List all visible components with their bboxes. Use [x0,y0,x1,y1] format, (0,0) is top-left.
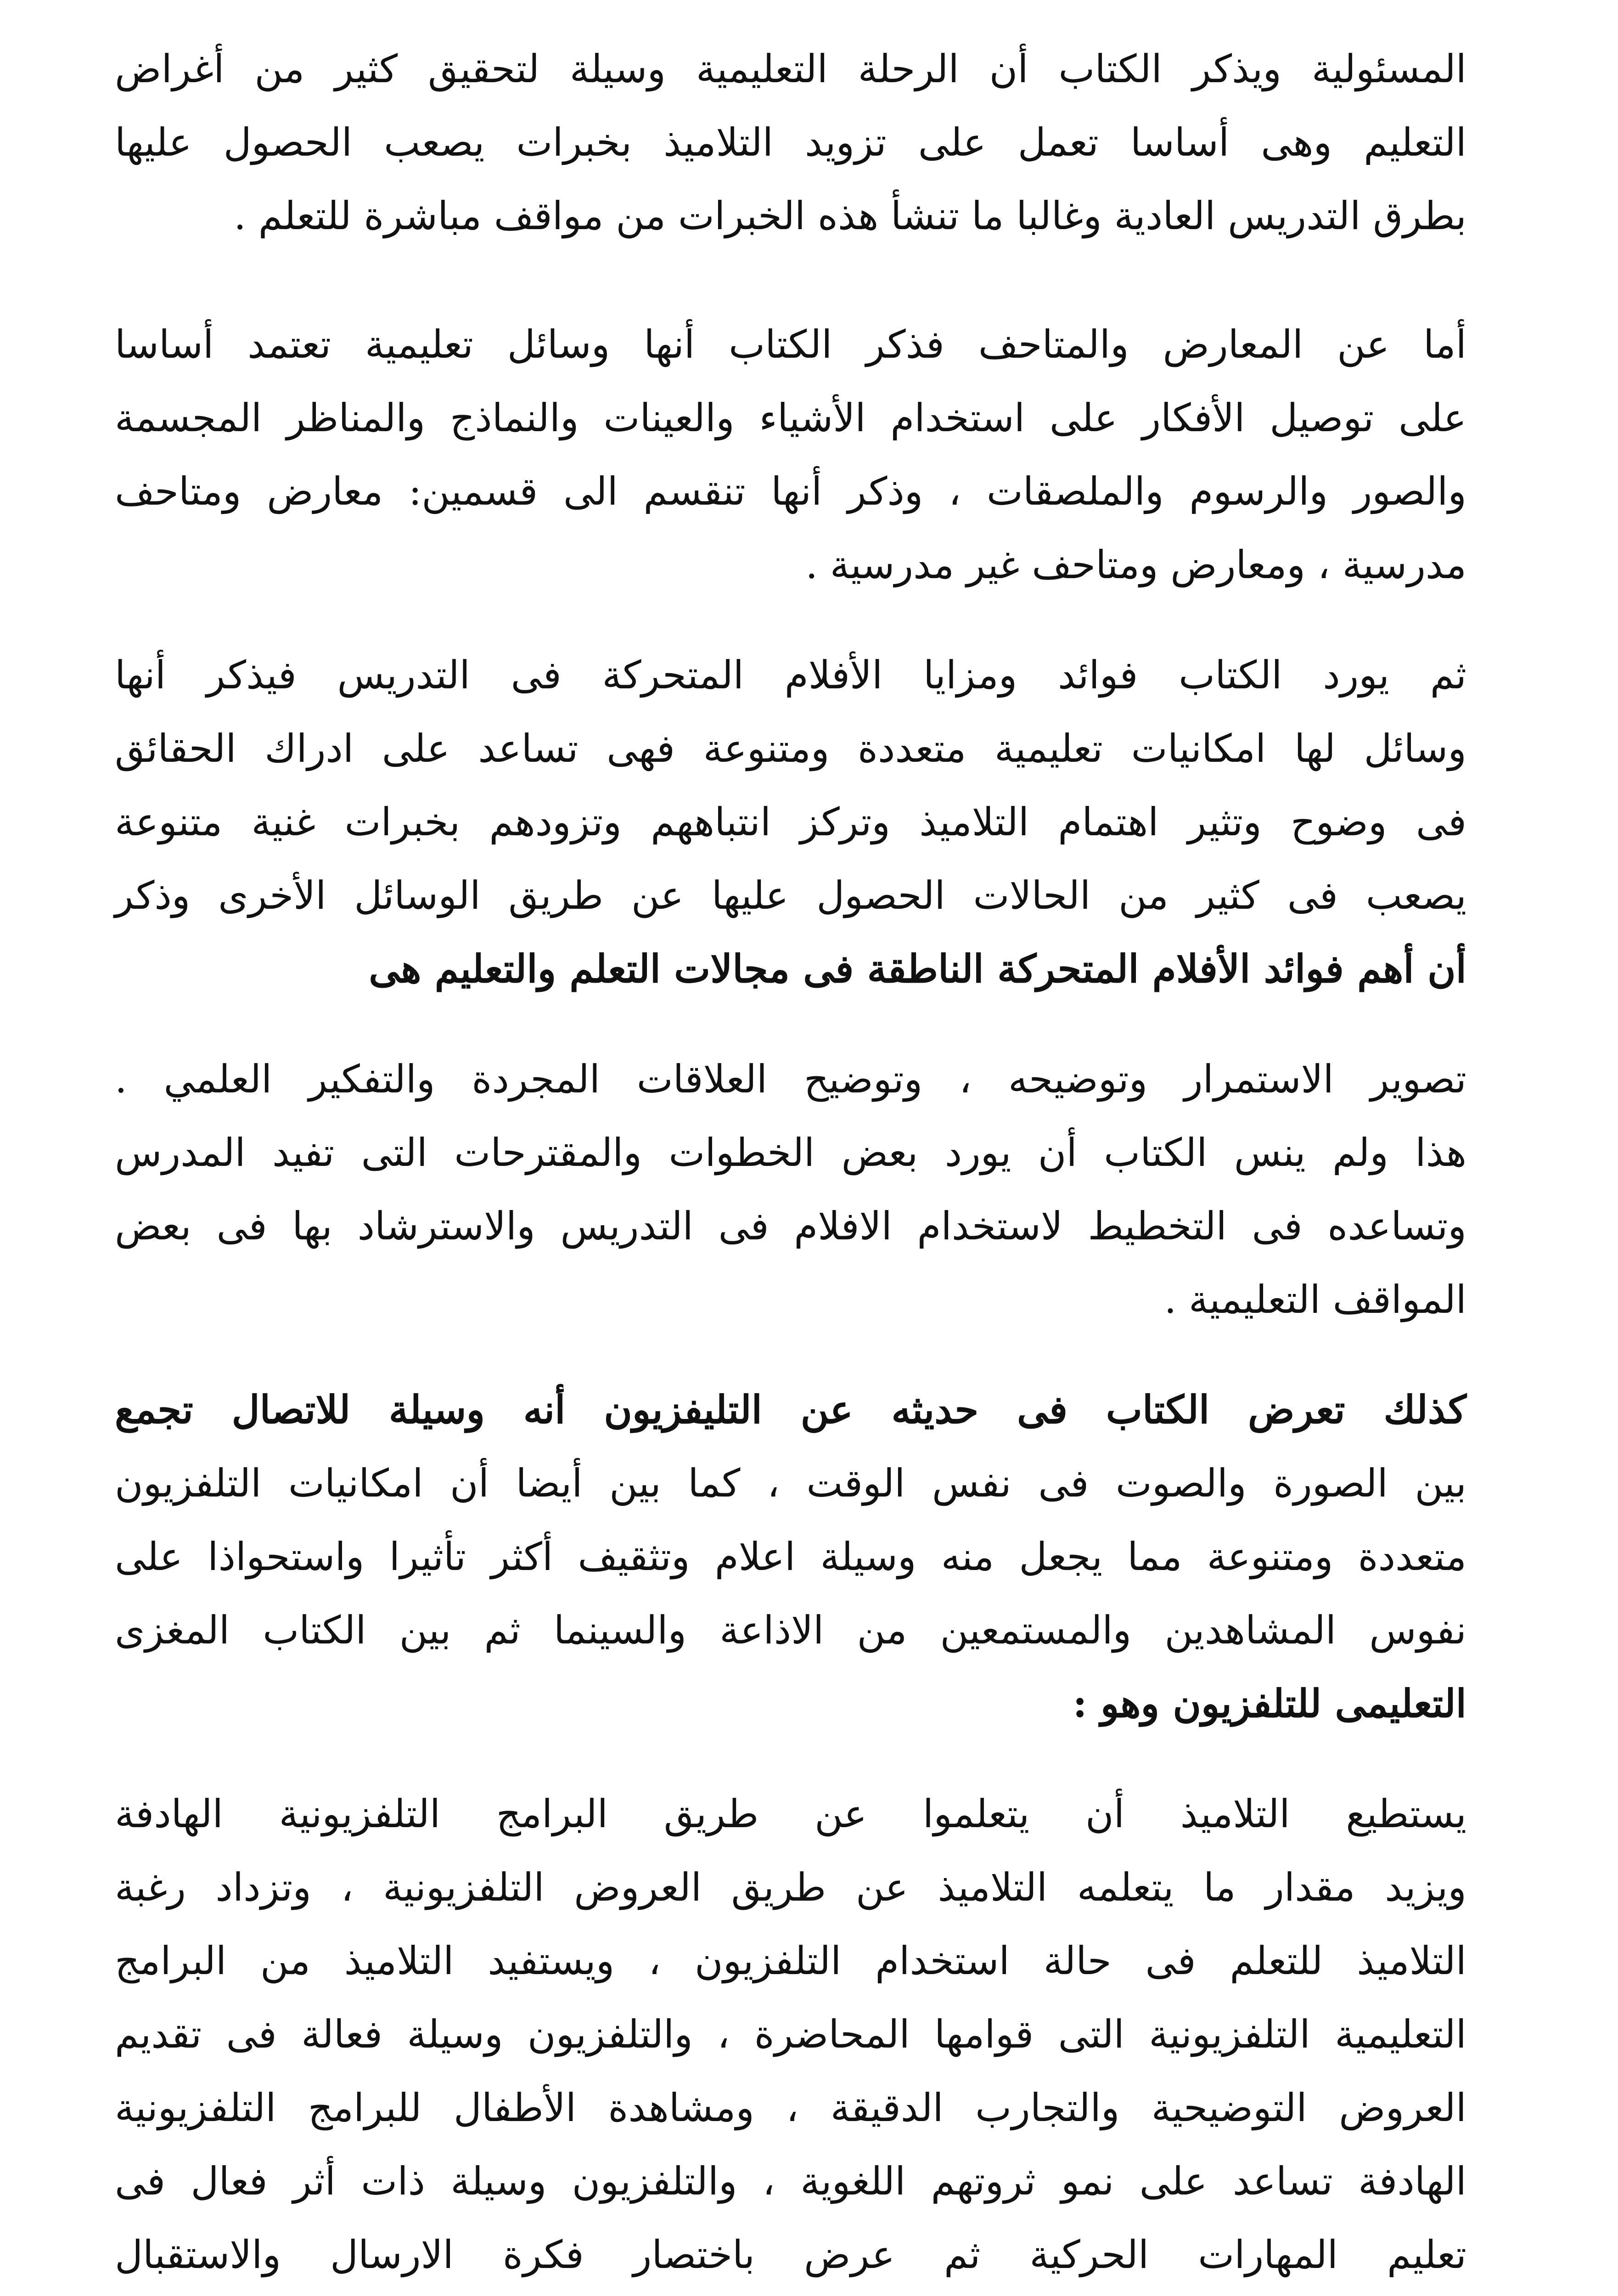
text-line: العروض التوضيحية والتجارب الدقيقة ، ومشاهدة الأطفال للبرامج التلفزيونية [115,2085,1466,2130]
text-line: ثم يورد الكتاب فوائد ومزايا الأفلام المتحركة فى التدريس فيذكر أنها [115,653,1466,698]
text-line: على توصيل الأفكار على استخدام الأشياء والعينات والنماذج والمناظر المجسمة [115,395,1467,440]
text-line: المواقف التعليمية . [1164,1277,1466,1322]
text-line: فى وضوح وتثير اهتمام التلاميذ وتركز انتباههم وتزودهم بخبرات غنية متنوعة [115,799,1466,844]
text-line: بين الصورة والصوت فى نفس الوقت ، كما بين أيضا أن امكانيات التلفزيون [115,1461,1466,1506]
text-line-bold: أن أهم فوائد الأفلام المتحركة الناطقة فى مجالات التعلم والتعليم هى [369,946,1466,991]
paragraph-5 [115,1373,1466,1740]
text-line: وسائل لها امكانيات تعليمية متعددة ومتنوعة فهى تساعد على ادراك الحقائق [115,726,1466,771]
text-line-bold: كذلك تعرض الكتاب فى حديثه عن التليفزيون أنه وسيلة للاتصال تجمع [115,1387,1466,1432]
paragraph-1 [115,32,1466,253]
text-line-bold: التعليمى للتلفزيون وهو : [1073,1681,1466,1726]
text-line: وتساعده فى التخطيط لاستخدام الافلام فى التدريس والاسترشاد بها فى بعض [115,1204,1466,1249]
text-line: التعليم وهى أساسا تعمل على تزويد التلاميذ بخبرات يصعب الحصول عليها [115,120,1466,165]
text-line: نفوس المشاهدين والمستمعين من الاذاعة والسينما ثم بين الكتاب المغزى [115,1608,1466,1653]
text-line: أما عن المعارض والمتاحف فذكر الكتاب أنها وسائل تعليمية تعتمد أساسا [115,322,1466,367]
text-line: التلاميذ للتعلم فى حالة استخدام التلفزيون ، ويستفيد التلاميذ من البرامج [115,1938,1466,1983]
paragraph-4 [115,1042,1466,1336]
paragraph-6 [115,1777,1466,2296]
text-line: التعليمية التلفزيونية التى قوامها المحاضرة ، والتلفزيون وسيلة فعالة فى تقديم [115,2012,1466,2057]
text-line: متعددة ومتنوعة مما يجعل منه وسيلة اعلام وتثقيف أكثر تأثيرا واستحواذا على [115,1534,1466,1579]
text-line: والصور والرسوم والملصقات ، وذكر أنها تنقسم الى قسمين: معارض ومتاحف [115,469,1466,514]
text-line: مدرسية ، ومعارض ومتاحف غير مدرسية . [805,542,1466,587]
paragraph-3 [115,638,1466,1006]
text-line: تعليم المهارات الحركية ثم عرض باختصار فكرة الارسال والاستقبال [115,2232,1466,2277]
text-line: يستطيع التلاميذ أن يتعلموا عن طريق البرامج التلفزيونية الهادفة [115,1791,1466,1836]
text-line [115,2291,1466,2296]
text-line: تصوير الاستمرار وتوضيحه ، وتوضيح العلاقات المجردة والتفكير العلمي . [115,1057,1466,1102]
text-line: ويزيد مقدار ما يتعلمه التلاميذ عن طريق العروض التلفزيونية ، وتزداد رغبة [115,1865,1466,1910]
text-line: المسئولية ويذكر الكتاب أن الرحلة التعليمية وسيلة لتحقيق كثير من أغراض [115,46,1466,91]
text-line: هذا ولم ينس الكتاب أن يورد بعض الخطوات والمقترحات التى تفيد المدرس [115,1130,1466,1175]
paragraph-2 [115,308,1466,602]
text-line: يصعب فى كثير من الحالات الحصول عليها عن طريق الوسائل الأخرى وذكر [115,873,1466,918]
text-line: بطرق التدريس العادية وغالبا ما تنشأ هذه الخبرات من مواقف مباشرة للتعلم . [234,193,1466,238]
text-line: الهادفة تساعد على نمو ثروتهم اللغوية ، والتلفزيون وسيلة ذات أثر فعال فى [115,2159,1466,2204]
